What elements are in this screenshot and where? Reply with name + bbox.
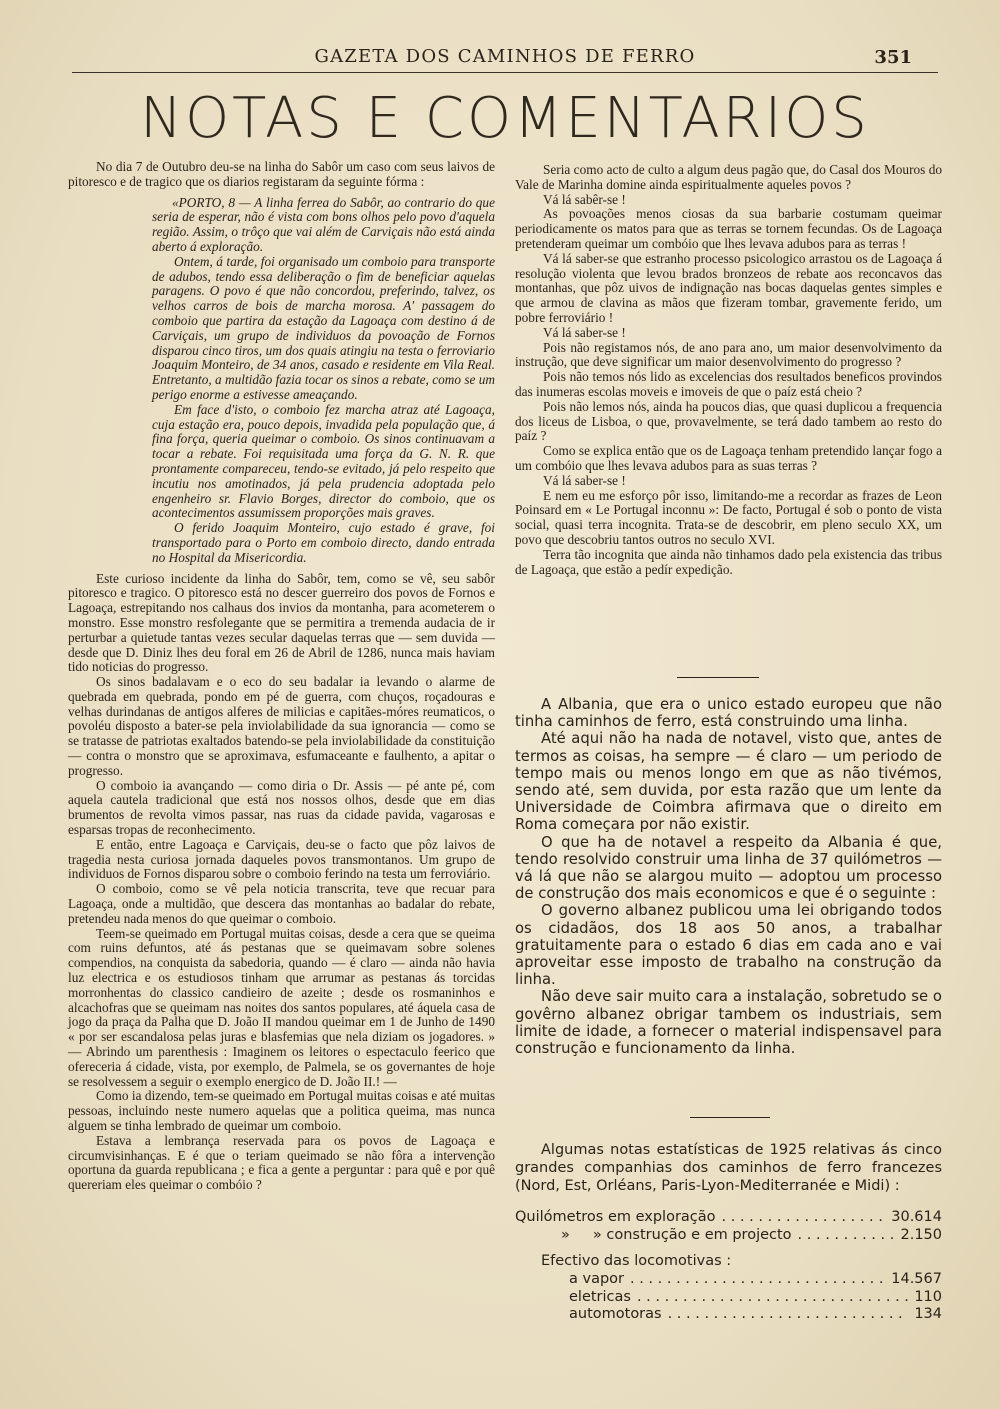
stats-row (515, 1209, 942, 1227)
body-paragraph: E nem eu me esforço pôr isso, limitando-me a recordar as frazes de Leon Poinsard em « Le Portugal inconnu »: De facto, Portugal é sob o ponto de vista social, quasi terra incognita. Trata-se de descobrir, em pleno seculo XX, um povo que descobriu tantos outros no seculo XVI. (515, 487, 942, 547)
stats-label: eletricas (569, 1288, 631, 1305)
body-paragraph: Estava a lembrança reservada para os povos de Lagoaça e circumvisinhanças. E é que o teriam queimado se não fôra a intervenção oportuna da guarda republicana ; e fica a gente a perguntar : para quê e por quê quereriam eles queimar o combóio ? (68, 1132, 495, 1193)
page-number: 351 (874, 47, 912, 68)
stats-value: 30.614 (891, 1209, 942, 1226)
stats-row (515, 1289, 942, 1307)
journal-title: GAZETA DOS CAMINHOS DE FERRO (314, 46, 696, 67)
quote-paragraph: Em face d'isto, o comboio fez marcha atraz até Lagoaça, cuja estação era, pouco depois, invadida pela população que, á fina força, queria queimar o comboio. Os sinos continuavam a tocar a rebate. Foi requisitada uma força da G. N. R. que prontamente compareceu, tendo-se evitado, já pelo respeito que incutiu nos amotinados, já pela prudencia adoptada pelo engenheiro sr. Flavio Borges, director do comboio, que os acontecimentos assumissem proporções mais graves. (152, 401, 495, 521)
quote-paragraph: «PORTO, 8 — A linha ferrea do Sabôr, ao contrario do que seria de esperar, não é vista com bons olhos pelo povo d'aquela região. Assim, o trôço que vai além de Carviçais não está ainda aberto á exploração. (152, 194, 495, 254)
section-divider (677, 677, 759, 678)
quote-paragraph: O ferido Joaquim Monteiro, cujo estado é grave, foi transportado para o Porto em comboio directo, dando entrada no Hospital da Misericordia. (152, 520, 495, 565)
right-column (515, 163, 942, 577)
left-column (68, 160, 495, 1193)
albania-paragraph: Não deve sair muito cara a instalação, sobretudo se o govêrno albanez obrigar tambem os industriais, sem limite de idade, a fornecer o material indispensavel para construção e funcionamento da linha. (515, 988, 942, 1058)
albania-paragraph: A Albania, que era o unico estado europeu que não tinha caminhos de ferro, está construindo uma linha. (515, 696, 942, 731)
news-quote (152, 196, 495, 566)
body-paragraph: O comboio, como se vê pela noticia transcrita, teve que recuar para Lagoaça, onde a multidão, que descera das montanhas ao badalar do rebate, pretendeu nada menos do que queimar o comboio. (68, 881, 495, 926)
body-paragraph: O comboio ia avançando — como diria o Dr. Assis — pé ante pé, com aquela cautela tradicional que está nos nossos olhos, desde que em dias brumentos de revolta vimos passar, nas ruas da cidade pavida, vagarosas e esparsas tropas de reconhecimento. (68, 777, 495, 838)
body-paragraph: Como se explica então que os de Lagoaça tenham pretendido lançar fogo a um combóio que lhes levava adubos para as suas terras ? (515, 443, 942, 473)
body-paragraph: Este curioso incidente da linha do Sabôr, tem, como se vê, seu sabôr pitoresco e tragico. O pitoresco está no descer guerreiro dos povos de Fornos e Lagoaça, estrepitando nos calhaus dos invios da montanha, para acometerem o monstro. Esse monstro resfolegante que se permitira a tremenda audacia de ir perturbar a quietude tantas vezes secular daquelas terras que — sem duvida — desde que D. Diniz lhes deu foral em 26 de Abril de 1286, nunca mais haviam tido noticias do progresso. (68, 570, 495, 675)
stats-label: Quilómetros em exploração (515, 1209, 716, 1226)
body-paragraph: Pois não registamos nós, de ano para ano, um maior desenvolvimento da instrução, que deve significar um maior desenvolvimento do progresso ? (515, 339, 942, 370)
stats-value: 2.150 (900, 1227, 942, 1244)
section-divider (690, 1117, 770, 1118)
albania-paragraph: O que ha de notavel a respeito da Albania é que, tendo resolvido construir uma linha de 37 quilómetros — vá lá que não se alargou muito — adoptou um processo de construção dos mais economicos e que é o seguinte : (515, 833, 942, 903)
quote-paragraph: Ontem, á tarde, foi organisado um comboio para transporte de adubos, tendo essa deliberação o fim de beneficiar aquelas paragens. O povo é que não concordou, preferindo, talvez, os velhos carros de bois de marcha morosa. A' passagem do comboio que partira da estação da Lagoaça com destino á de Carviçais, um grupo de individuos da povoação de Fornos disparou cinco tiros, um dos quais atingiu na testa o ferroviario Joaquim Monteiro, de 34 anos, casado e residente em Vila Real. Entretanto, a multidão fazia tocar os sinos a rebate, como se um perigo enorme a estivesse ameaçando. (152, 253, 495, 402)
stats-value: 14.567 (891, 1270, 942, 1287)
stats-row (515, 1227, 942, 1245)
body-paragraph: Vá lá saber-se ! (543, 324, 626, 340)
body-paragraph: Como ia dizendo, tem-se queimado em Portugal muitas coisas e até muitas pessoas, incluindo neste numero aquelas que a politica queima, mas nunca alguem se tinha lembrado de queimar um comboio. (68, 1088, 495, 1133)
locomotives-heading: Efectivo das locomotivas : (541, 1252, 732, 1269)
stats-value: 110 (914, 1288, 942, 1305)
intro-paragraph: No dia 7 de Outubro deu-se na linha do Sabôr um caso com seus laivos de pitoresco e de tragico que os diarios registaram da seguinte fórma : (68, 159, 495, 189)
albania-paragraph: O governo albanez publicou uma lei obrigando todos os cidadãos, dos 18 aos 50 anos, a trabalhar gratuitamente para o estado 6 dias em cada ano e vai aproveitar esse imposto de trabalho na construção da linha. (515, 902, 942, 989)
section-title: NOTAS E COMENTARIOS (140, 86, 870, 151)
stats-row (515, 1271, 942, 1289)
body-paragraph: Os sinos badalavam e o eco do seu badalar ia levando o alarme de quebrada em quebrada, pondo em pé de guerra, com chuços, roçadouras e velhas durindanas de antigos alferes de milicias e capitães-móres reumaticos, o povoléu disposto a bater-se pela inviolabilidade da sua ignorancia — como se se tratasse de patriotas exaltados batendo-se pela inviolabilidade da constituição — contra o monstro que se aproximava, esfumaceante e faulhento, a apitar o progresso. (68, 674, 495, 778)
albania-note (515, 696, 942, 1057)
body-paragraph: Seria como acto de culto a algum deus pagão que, do Casal dos Mouros do Vale de Marinha domine ainda espiritualmente aqueles povos ? (515, 162, 942, 192)
body-paragraph: Vá lá sabêr-se ! (543, 191, 626, 207)
body-paragraph: Pois não lemos nós, ainda ha poucos dias, que quasi duplicou a frequencia dos liceus de Lisboa, o que, provavelmente, se terá dado tambem ao resto do paíz ? (515, 398, 942, 444)
stats-label: automotoras (569, 1306, 662, 1323)
body-paragraph: E então, entre Lagoaça e Carviçais, deu-se o facto que pôz laivos de tragedia nesta curiosa jornada daqueles povos transmontanos. Um grupo de individuos de Fornos disparou sobre o comboio ferindo na testa um ferroviário. (68, 836, 495, 882)
stats-intro: Algumas notas estatísticas de 1925 relativas ás cinco grandes companhias dos caminhos de ferro francezes (Nord, Est, Orléans, Paris-Lyon-Mediterranée e Midi) : (515, 1142, 942, 1194)
body-paragraph: Terra tão incognita que ainda não tinhamos dado pela existencia das tribus de Lagoaça, que estão a pedír expedição. (515, 546, 942, 577)
body-paragraph: Vá lá saber-se ! (543, 472, 626, 488)
body-paragraph: Pois não temos nós lido as excelencias dos resultados beneficos provindos das inumeras escolas moveis e imoveis de que o paíz está cheio ? (515, 369, 942, 399)
french-railways-stats (515, 1142, 942, 1324)
body-paragraph: Vá lá saber-se que estranho processo psicologico arrastou os de Lagoaça á resolução violenta que levou brados bronzeos de rebate aos reconcavos das montanhas, que pôz uivos de indignação nas bocas daquelas gentes simples e que armou de clavina as mãos que fizeram tombar, gravemente ferido, um pobre ferroviário ! (515, 250, 942, 325)
stats-value: 134 (914, 1306, 942, 1323)
running-header (72, 46, 938, 73)
albania-paragraph: Até aqui não ha nada de notavel, visto que, antes de termos as coisas, ha sempre — é claro — um periodo de tempo mais ou menos longo em que as não tivémos, sendo até, sem duvida, por esta razão que um lente da Universidade de Coimbra afirmava que o direito em Roma começara por não existir. (515, 730, 942, 834)
stats-row (515, 1306, 942, 1324)
stats-label: » » construção e em projecto (561, 1227, 792, 1244)
stats-label: a vapor (569, 1270, 624, 1287)
body-paragraph: As povoações menos ciosas da sua barbarie costumam queimar periodicamente os matos para que as terras se tornem fecundas. Os de Lagoaça pretenderam queimar um combóio que lhes levava adubos para as terras ! (515, 206, 942, 251)
body-paragraph: Teem-se queimado em Portugal muitas coisas, desde a cera que se queima com ruins defuntos, até ás pestanas que se queimavam sobre solenes compendios, na conquista da sabedoria, quando — é claro — ainda não havia luz electrica e os estudiosos tinham que arrumar as pestanas ás torcidas morronhentas do classico candieiro de azeite ; desde os rosmaninhos e alcachofras que se queimam nas noites dos santos populares, até áquela casa de jogo da praça da Palha que D. João II mandou queimar em 1 de Junho de 1490 « por ser escandalosa pelas juras e blasfemias que nela diziam os jogadores. » — Abrindo um parenthesis : Imaginem os leitores o espectaculo feerico que ofereceria á cidade, vista, por exemplo, de Palmela, se os governantes de hoje se resolvessem a seguir o exemplo energico de D. João II.! — (68, 925, 495, 1089)
